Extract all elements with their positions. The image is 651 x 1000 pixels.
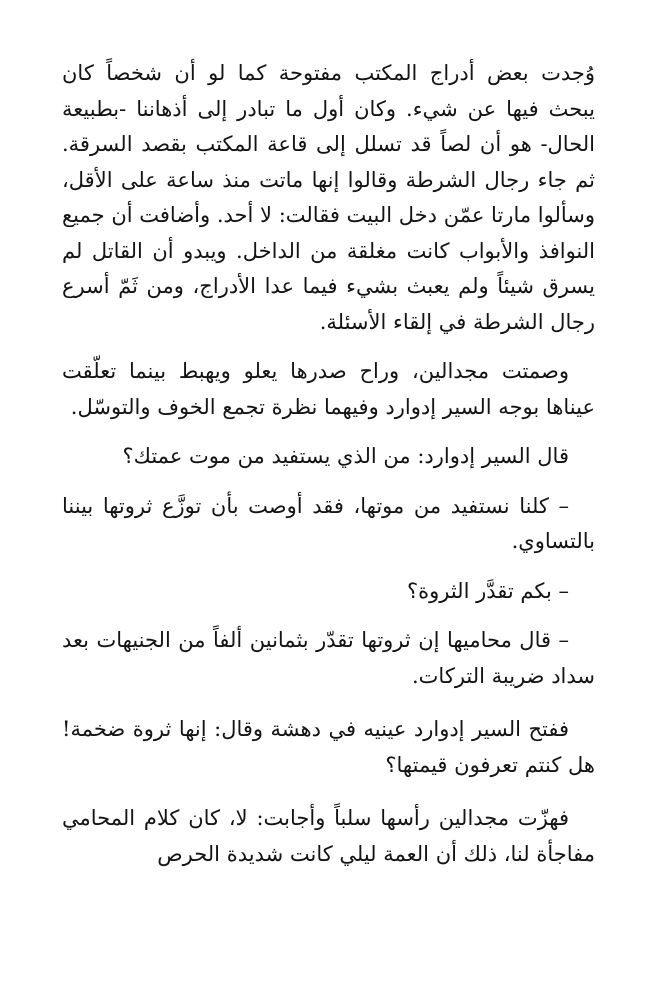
paragraph-edward-surprise: ففتح السير إدوارد عينيه في دهشة وقال: إنها ثروة ضخمة! هل كنتم تعرفون قيمتها؟ bbox=[62, 717, 595, 777]
paragraph-desk-drawers: وُجدت بعض أدراج المكتب مفتوحة كما لو أن شخصاً كان يبحث فيها عن شيء. وكان أول ما تبادر إلى أذهاننا -بطبيعة الحال- هو أن لصاً قد تسلل إلى قاعة المكتب بقصد السرقة. ثم جاء رجال الشرطة وقالوا إنها ماتت منذ ساعة على الأقل، وسألوا مارتا عمّن دخل البيت فقالت: لا أحد. وأضافت أن جميع النوافذ والأبواب كانت مغلقة من الداخل. ويبدو أن القاتل لم يسرق شيئاً ولم يعبث بشيء فيما عدا الأدراج، ومن ثَمّ أسرع رجال الشرطة في إلقاء الأسئلة. bbox=[62, 61, 595, 334]
paragraph-inheritance-answer: – كلنا نستفيد من موتها، فقد أوصت بأن توزَّع ثروتها بيننا بالتساوي. bbox=[62, 493, 595, 553]
paragraph-edward-question: قال السير إدوارد: من الذي يستفيد من موت عمتك؟ bbox=[122, 444, 569, 468]
paragraph-fortune-question: – بكم تقدَّر الثروة؟ bbox=[406, 578, 569, 603]
paragraph-fortune-value: – قال محاميها إن ثروتها تقدّر بثمانين ألفاً من الجنيهات بعد سداد ضريبة التركات. bbox=[62, 628, 595, 688]
paragraph-magdalene-silent: وصمتت مجدالين، وراح صدرها يعلو ويهبط بينما تعلّقت عيناها بوجه السير إدوارد وفيهما نظرة تجمع الخوف والتوسّل. bbox=[62, 359, 595, 419]
paragraph-magdalene-reply: فهزّت مجدالين رأسها سلباً وأجابت: لا، كان كلام المحامي مفاجأة لنا، ذلك أن العمة ليلي كانت شديدة الحرص bbox=[62, 806, 595, 866]
